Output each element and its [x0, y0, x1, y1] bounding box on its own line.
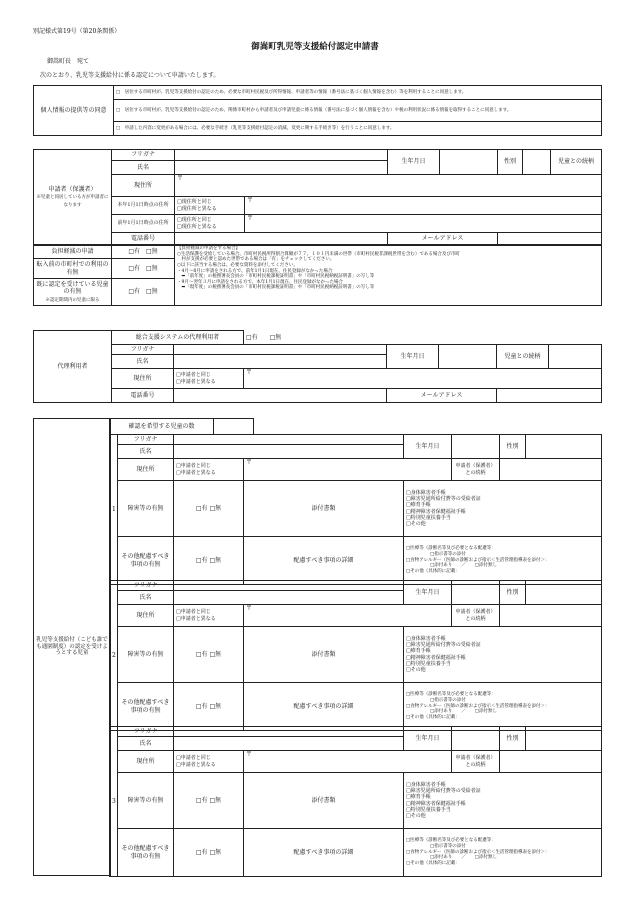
diff-option[interactable]: □申請者と異なる — [176, 378, 216, 385]
children-label: 乳児等支援給付（こども誰でも通園制度）の認定を受けようとする児童 — [33, 418, 111, 876]
address-label: 現住所 — [112, 175, 175, 197]
doc-option[interactable]: □障害児通所給付費等の受給者証 — [406, 496, 481, 502]
addressee: 御嵩町長 宛て — [47, 58, 90, 65]
child-3-table — [109, 726, 602, 877]
consent-item-2[interactable]: □ 居住する市町村が、乳児等支援給付の認定のため、関係市町村から申請者及び申請児童に係る情報（番号法に基づく個人情報を含む）や税の利用状況に係る情報を取得することに同意します。 — [114, 100, 602, 122]
yes-option[interactable]: □有 — [195, 796, 208, 804]
postal-mark: 〒 — [177, 175, 184, 182]
yes-option[interactable]: □有 — [195, 504, 208, 512]
detail-list[interactable] — [404, 829, 602, 877]
child-address-label: 現住所 — [118, 459, 174, 481]
child-sex-label: 性別 — [500, 727, 526, 751]
same-option[interactable]: □申請者と同じ — [176, 755, 211, 762]
detail-line[interactable]: □医療等（診断名等及び必要となる配慮等： — [406, 692, 496, 698]
child-address-input[interactable] — [244, 459, 452, 481]
doc-option[interactable]: □その他 — [406, 521, 426, 527]
doc-option[interactable]: □特別児童扶養手当 — [406, 514, 451, 521]
agent-email-input[interactable] — [497, 389, 602, 403]
doc-option[interactable]: □障害児通所給付費等の受給者証 — [406, 788, 481, 794]
child-furigana-input[interactable] — [174, 581, 404, 591]
child-birth-label: 生年月日 — [404, 435, 452, 459]
already-note: ※認定期間内の児童に限る — [45, 297, 100, 303]
no-option[interactable]: □無 — [269, 333, 282, 341]
child-address-choice[interactable] — [174, 751, 244, 773]
burden-table — [33, 245, 602, 306]
yes-option[interactable]: □有 — [195, 650, 208, 658]
no-option[interactable]: □無 — [209, 796, 222, 804]
agent-address-choice[interactable] — [174, 369, 244, 389]
detail-line[interactable]: □医療等（診断名等及び必要となる配慮等： — [406, 546, 496, 552]
diff-option[interactable]: □申請者と異なる — [176, 615, 216, 622]
doc-option[interactable]: □身体障害者手帳 — [406, 781, 446, 788]
prev-jan-address-input[interactable] — [245, 215, 602, 233]
agent-address-label: 現住所 — [112, 369, 174, 389]
no-option[interactable]: □無 — [209, 702, 222, 710]
child-furigana-input[interactable] — [174, 435, 404, 445]
postal-mark: 〒 — [246, 751, 253, 758]
children-count-table — [109, 418, 602, 435]
other-choice[interactable] — [174, 829, 244, 877]
birth-input[interactable] — [440, 150, 498, 175]
child-sex-input[interactable] — [526, 581, 602, 605]
attach-list[interactable] — [404, 773, 602, 829]
note-line: ➡「前年度」の税務署長会員の「市町村民税課税証明書」や「市町村民税納税証明書」の写し等 — [177, 274, 375, 280]
detail-label: 配慮すべき事項の詳細 — [244, 829, 404, 877]
agent-birth-input[interactable] — [439, 345, 497, 369]
disability-choice[interactable] — [174, 773, 244, 829]
child-name-input[interactable] — [174, 445, 404, 459]
doc-option[interactable]: □療育手帳 — [406, 794, 431, 801]
postal-mark: 〒 — [247, 197, 254, 204]
same-option[interactable]: □申請者と同じ — [176, 609, 211, 616]
name-label: 氏名 — [112, 161, 175, 175]
email-input[interactable] — [498, 233, 602, 245]
agent-birth-label: 生年月日 — [387, 345, 439, 369]
child-relation-input[interactable] — [500, 751, 602, 773]
postal-mark: 〒 — [246, 605, 253, 612]
detail-line[interactable]: □その他（具体的に記載： — [406, 568, 460, 574]
child-relation-label: 申請者（保護者）との続柄 — [452, 605, 500, 627]
postal-mark: 〒 — [246, 369, 253, 376]
child-1-table — [109, 434, 602, 585]
child-sex-label: 性別 — [500, 435, 526, 459]
diff-option[interactable]: □申請者と異なる — [176, 761, 216, 768]
detail-line[interactable]: □その他（具体的に記載： — [406, 860, 460, 866]
relation-label: 児童との続柄 — [551, 150, 602, 175]
child-furigana-label: フリガナ — [118, 435, 174, 445]
jan-address-label: 本年1月1日時点の住所 — [112, 197, 175, 215]
child-name-label: 氏名 — [118, 445, 174, 459]
email-label: メールアドレス — [388, 233, 498, 245]
agent-furigana-label: フリガナ — [112, 345, 174, 355]
doc-option[interactable]: □特別児童扶養手当 — [406, 806, 451, 813]
detail-line[interactable]: □指示書等の添付 — [430, 552, 466, 558]
burden-reduction-choice[interactable] — [112, 246, 175, 259]
same-option[interactable]: □申請者と同じ — [176, 372, 211, 379]
detail-line[interactable]: □添付あり ／ □添付無し — [430, 563, 498, 569]
agent-label: 代理利用者 — [34, 331, 112, 403]
detail-line[interactable]: □指示書等の添付 — [430, 844, 466, 850]
other-label: その他配慮すべき事項の有無 — [118, 683, 174, 731]
detail-line[interactable]: □食物アレルギー（医師の診断および指示＜生活管理指導表を添付＞： — [406, 849, 550, 855]
same-option[interactable]: □現住所と同じ — [177, 199, 212, 206]
children-count-input[interactable] — [214, 419, 254, 435]
child-name-label: 氏名 — [118, 591, 174, 605]
child-furigana-input[interactable] — [174, 727, 404, 737]
burden-reduction-label: 負担軽減の申請 — [34, 246, 112, 259]
prev-jan-address-choice[interactable] — [175, 215, 245, 233]
child-address-input[interactable] — [244, 605, 452, 627]
no-option[interactable]: □無 — [209, 848, 222, 856]
children-count-label: 確認を希望する児童の数 — [110, 419, 214, 435]
form-title: 御嵩町乳児等支援給付認定申請書 — [251, 42, 379, 52]
applicant-label-cell — [34, 150, 112, 245]
jan-address-input[interactable] — [245, 197, 602, 215]
already-choice[interactable] — [112, 279, 175, 306]
applicant-table — [33, 149, 602, 245]
agent-system-label: 総合支援システムの代理利用者 — [112, 331, 244, 345]
yes-option[interactable]: □有 — [195, 848, 208, 856]
furigana-input[interactable] — [175, 150, 388, 161]
intro-text: 次のとおり、乳児等支援給付に係る認定について申請いたします。 — [40, 72, 220, 79]
no-option[interactable]: □無 — [146, 264, 158, 272]
detail-line[interactable]: □指示書等の添付 — [430, 698, 466, 704]
consent-item-1[interactable]: □ 居住する市町村が、乳児等支援給付の認定のため、必要な市町村民税及び所得情報、申請者等の情報（番号法に基づく個人情報を含む）等を利用することに同意します。 — [114, 86, 602, 100]
furigana-label: フリガナ — [112, 150, 175, 161]
form-number: 別記様式第19号（第20条関係） — [33, 28, 121, 35]
yes-option[interactable]: □有 — [195, 702, 208, 710]
no-option[interactable]: □無 — [209, 556, 222, 564]
note-line: ○以下に該当する場合は、必要な資料を添付してください。 — [177, 262, 298, 268]
note-line: ○生活保護を受給している場合、市町村民税所得割合算額が７７，１０１円未満の世帯（市町村民税非課税世帯を含む）である場合及び市町 — [177, 251, 460, 257]
other-choice[interactable] — [174, 537, 244, 585]
yes-option[interactable]: □有 — [246, 333, 258, 341]
note-line: ・9月～翌年３月に申請をされる方で、本年1月1日現在、住民登録がなかった場合 — [177, 279, 343, 285]
applicant-label: 申請者（保護者） — [48, 185, 97, 193]
diff-option[interactable]: □現住所と異なる — [177, 223, 217, 230]
agent-system-choice[interactable] — [244, 331, 387, 345]
agent-relation-label: 児童との続柄 — [497, 345, 549, 369]
already-label: 既に認定を受けている児童の有無 — [36, 280, 109, 296]
phone-input[interactable] — [175, 233, 388, 245]
other-choice[interactable] — [174, 683, 244, 731]
prev-use-label: 転入前の市町村での利用の有無 — [34, 259, 112, 279]
note-line: ・4月～8月に申請をされる方で、前年1月1日現在、住民登録がなかった場合 — [177, 268, 333, 274]
consent-label: 個人情報の提供等の同意 — [34, 86, 114, 136]
child-sex-label: 性別 — [500, 581, 526, 605]
child-number: 2 — [110, 581, 118, 731]
child-relation-input[interactable] — [500, 605, 602, 627]
no-option[interactable]: □無 — [209, 504, 222, 512]
agent-phone-label: 電話番号 — [112, 389, 174, 403]
attach-label: 添付書類 — [244, 627, 404, 683]
note-line: ➡「現年度」の税務署長会員の「市町村民税課税証明書」や「市町村民税納税証明書」の写し等 — [177, 285, 375, 291]
applicant-note: ※児童と同居している方が申請者になります — [36, 195, 109, 208]
yes-option[interactable]: □有 — [128, 264, 140, 272]
consent-table — [33, 85, 602, 136]
child-relation-label: 申請者（保護者）との続柄 — [452, 751, 500, 773]
diff-option[interactable]: □申請者と異なる — [176, 469, 216, 476]
child-number: 3 — [110, 727, 118, 877]
child-relation-input[interactable] — [500, 459, 602, 481]
doc-option[interactable]: □その他 — [406, 667, 426, 673]
child-2-table — [109, 580, 602, 731]
child-name-input[interactable] — [174, 737, 404, 751]
child-birth-label: 生年月日 — [404, 581, 452, 605]
note-line: 【負担軽減の申請をする場合】 — [177, 246, 240, 251]
child-name-label: 氏名 — [118, 737, 174, 751]
no-option[interactable]: □無 — [146, 248, 158, 256]
doc-option[interactable]: □その他 — [406, 813, 426, 819]
yes-option[interactable]: □有 — [128, 288, 140, 296]
doc-option[interactable]: □療育手帳 — [406, 502, 431, 509]
child-sex-input[interactable] — [526, 435, 602, 459]
no-option[interactable]: □無 — [146, 288, 158, 296]
attach-label: 添付書類 — [244, 773, 404, 829]
detail-line[interactable]: □医療等（診断名等及び必要となる配慮等： — [406, 838, 496, 844]
other-label: その他配慮すべき事項の有無 — [118, 829, 174, 877]
agent-table — [33, 330, 602, 403]
attach-list[interactable] — [404, 627, 602, 683]
doc-option[interactable]: □障害児通所給付費等の受給者証 — [406, 642, 481, 648]
agent-email-label: メールアドレス — [387, 389, 497, 403]
detail-line[interactable]: □食物アレルギー（医師の診断および指示＜生活管理指導表を添付＞： — [406, 557, 550, 563]
child-birth-label: 生年月日 — [404, 727, 452, 751]
prev-use-choice[interactable] — [112, 259, 175, 279]
agent-relation-input[interactable] — [549, 345, 602, 369]
jan-address-choice[interactable] — [175, 197, 245, 215]
child-relation-label: 申請者（保護者）との続柄 — [452, 459, 500, 481]
same-option[interactable]: □申請者と同じ — [176, 463, 211, 470]
agent-phone-input[interactable] — [174, 389, 387, 403]
other-label: その他配慮すべき事項の有無 — [118, 537, 174, 585]
child-address-choice[interactable] — [174, 605, 244, 627]
attach-label: 添付書類 — [244, 481, 404, 537]
diff-option[interactable]: □現住所と異なる — [177, 205, 217, 212]
disability-label: 障害等の有無 — [118, 773, 174, 829]
detail-line[interactable]: □添付あり ／ □添付無し — [430, 855, 498, 861]
yes-option[interactable]: □有 — [128, 248, 140, 256]
disability-label: 障害等の有無 — [118, 481, 174, 537]
birth-label: 生年月日 — [388, 150, 440, 175]
detail-label: 配慮すべき事項の詳細 — [244, 537, 404, 585]
child-name-input[interactable] — [174, 591, 404, 605]
agent-furigana-input[interactable] — [174, 345, 387, 355]
child-birth-input[interactable] — [452, 727, 500, 751]
detail-list[interactable] — [404, 683, 602, 731]
address-input[interactable] — [175, 175, 602, 197]
detail-list[interactable] — [404, 537, 602, 585]
burden-notes — [175, 246, 602, 306]
doc-option[interactable]: □身体障害者手帳 — [406, 489, 446, 496]
doc-option[interactable]: □精神障害者保健福祉手帳 — [406, 508, 466, 515]
disability-choice[interactable] — [174, 481, 244, 537]
child-birth-input[interactable] — [452, 581, 500, 605]
child-furigana-label: フリガナ — [118, 581, 174, 591]
postal-mark: 〒 — [247, 215, 254, 222]
yes-option[interactable]: □有 — [195, 556, 208, 564]
sex-label: 性別 — [498, 150, 523, 175]
doc-option[interactable]: □特別児童扶養手当 — [406, 660, 451, 667]
note-line: 村が支援が必要と認めた世帯である場合は「有」をチェックしてください。 — [177, 257, 335, 263]
detail-line[interactable]: □添付あり ／ □添付無し — [430, 709, 498, 715]
no-option[interactable]: □無 — [209, 650, 222, 658]
doc-option[interactable]: □精神障害者保健福祉手帳 — [406, 800, 466, 807]
child-address-input[interactable] — [244, 751, 452, 773]
postal-mark: 〒 — [246, 459, 253, 466]
sex-input[interactable] — [523, 150, 551, 175]
detail-line[interactable]: □その他（具体的に記載： — [406, 714, 460, 720]
child-birth-input[interactable] — [452, 435, 500, 459]
child-address-label: 現住所 — [118, 605, 174, 627]
child-sex-input[interactable] — [526, 727, 602, 751]
child-address-choice[interactable] — [174, 459, 244, 481]
phone-label: 電話番号 — [112, 233, 175, 245]
agent-address-input[interactable] — [244, 369, 602, 389]
agent-name-label: 氏名 — [112, 355, 174, 369]
child-number: 1 — [110, 435, 118, 585]
already-cell — [34, 279, 112, 306]
doc-option[interactable]: □精神障害者保健福祉手帳 — [406, 654, 466, 661]
disability-label: 障害等の有無 — [118, 627, 174, 683]
child-address-label: 現住所 — [118, 751, 174, 773]
name-input[interactable] — [175, 161, 388, 175]
disability-choice[interactable] — [174, 627, 244, 683]
consent-item-3[interactable]: □ 申請した内容に変更がある場合には、必要な手続き（乳児等支援給付認定の消滅、変更に関する手続き等）を行うことに同意します。 — [114, 122, 602, 136]
doc-option[interactable]: □療育手帳 — [406, 648, 431, 655]
doc-option[interactable]: □身体障害者手帳 — [406, 635, 446, 642]
agent-name-input[interactable] — [174, 355, 387, 369]
same-option[interactable]: □現住所と同じ — [177, 217, 212, 224]
attach-list[interactable] — [404, 481, 602, 537]
prev-jan-address-label: 前年1月1日時点の住所 — [112, 215, 175, 233]
detail-line[interactable]: □食物アレルギー（医師の診断および指示＜生活管理指導表を添付＞： — [406, 703, 550, 709]
detail-label: 配慮すべき事項の詳細 — [244, 683, 404, 731]
child-furigana-label: フリガナ — [118, 727, 174, 737]
